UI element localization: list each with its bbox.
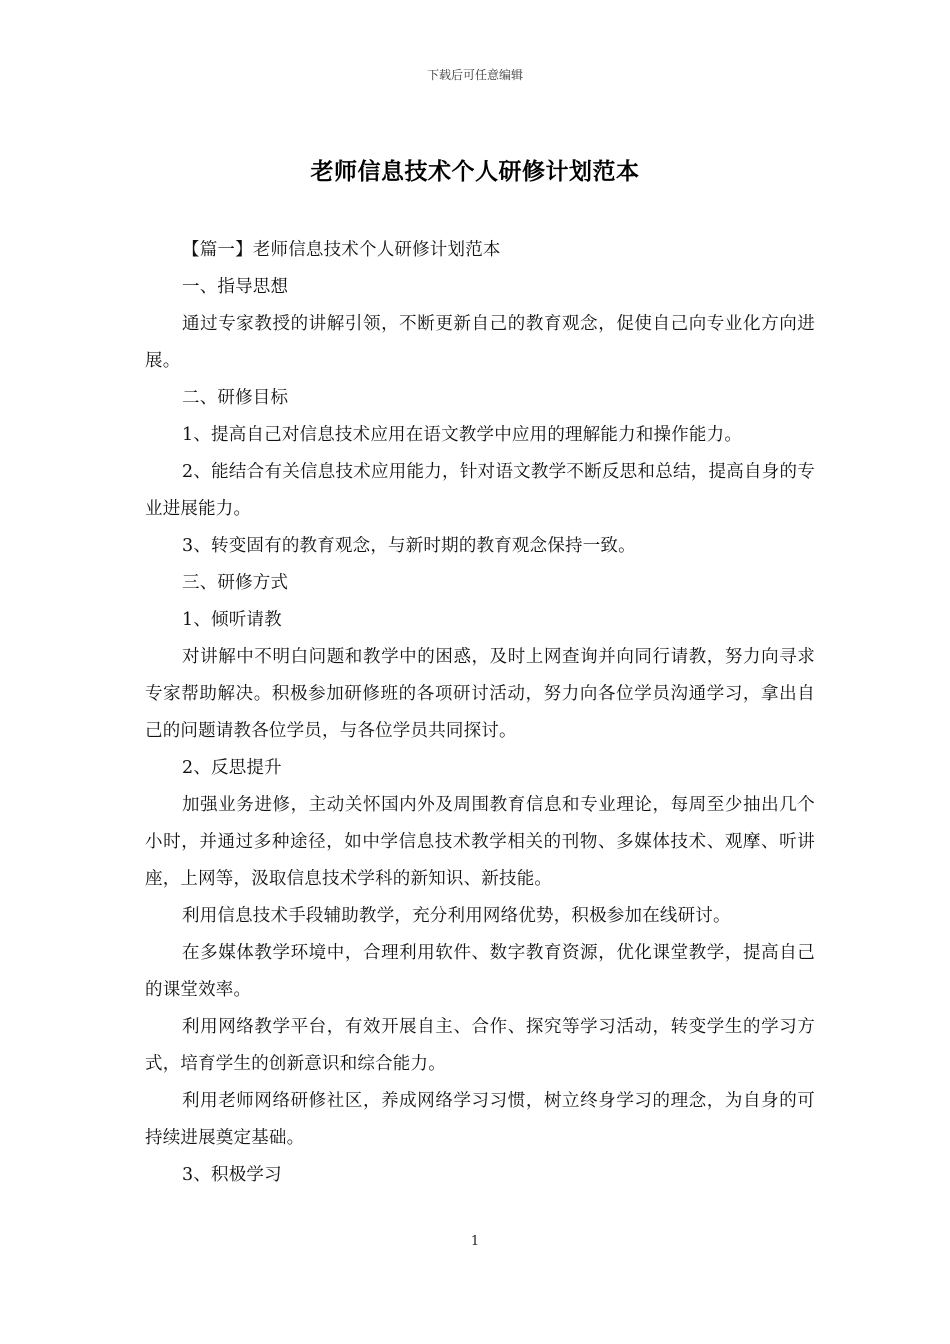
paragraph-reflect: 加强业务进修，主动关怀国内外及周围教育信息和专业理论，每周至少抽出几个小时，并通过多种途径，如中学信息技术教学相关的刊物、多媒体技术、观摩、听讲座，上网等，汲取信息技术学科的新知识、新技能。	[145, 795, 815, 889]
paragraph-teacher-community: 利用老师网络研修社区，养成网络学习习惯，树立终身学习的理念，为自身的可持续进展奠定基础。	[145, 1091, 815, 1148]
method-heading-listen: 1、倾听请教	[182, 610, 282, 630]
goal-item-1: 1、提高自己对信息技术应用在语文教学中应用的理解能力和操作能力。	[182, 425, 743, 445]
method-heading-active-learning: 3、积极学习	[182, 1165, 282, 1185]
paragraph-guiding-ideology: 通过专家教授的讲解引领，不断更新自己的教育观念，促使自己向专业化方向进展。	[145, 314, 815, 371]
paragraph-listen: 对讲解中不明白问题和教学中的困惑，及时上网查询并向同行请教，努力向寻求专家帮助解决。积极参加研修班的各项研讨活动，努力向各位学员沟通学习，拿出自己的问题请教各位学员，与各位学员共同探讨。	[145, 647, 815, 741]
paragraph-network-platform: 利用网络教学平台，有效开展自主、合作、探究等学习活动，转变学生的学习方式，培育学生的创新意识和综合能力。	[145, 1017, 815, 1074]
heading-study-methods: 三、研修方式	[182, 573, 289, 593]
paragraph-multimedia: 在多媒体教学环境中，合理利用软件、数字教育资源，优化课堂教学，提高自己的课堂效率。	[145, 943, 815, 1000]
method-heading-reflect: 2、反思提升	[182, 758, 282, 778]
heading-study-goals: 二、研修目标	[182, 388, 289, 408]
heading-guiding-ideology: 一、指导思想	[182, 277, 289, 297]
goal-item-2: 2、能结合有关信息技术应用能力，针对语文教学不断反思和总结，提高自身的专业进展能力。	[145, 462, 815, 519]
goal-item-3: 3、转变固有的教育观念，与新时期的教育观念保持一致。	[182, 536, 636, 556]
document-title: 老师信息技术个人研修计划范本	[310, 158, 640, 185]
page-number: 1	[470, 1234, 480, 1249]
paragraph-it-assist: 利用信息技术手段辅助教学，充分利用网络优势，积极参加在线研讨。	[182, 906, 731, 926]
section-heading-part-one: 【篇一】老师信息技术个人研修计划范本	[182, 240, 501, 260]
page-header-note: 下载后可任意编辑	[426, 68, 523, 82]
document-body	[145, 232, 815, 1194]
